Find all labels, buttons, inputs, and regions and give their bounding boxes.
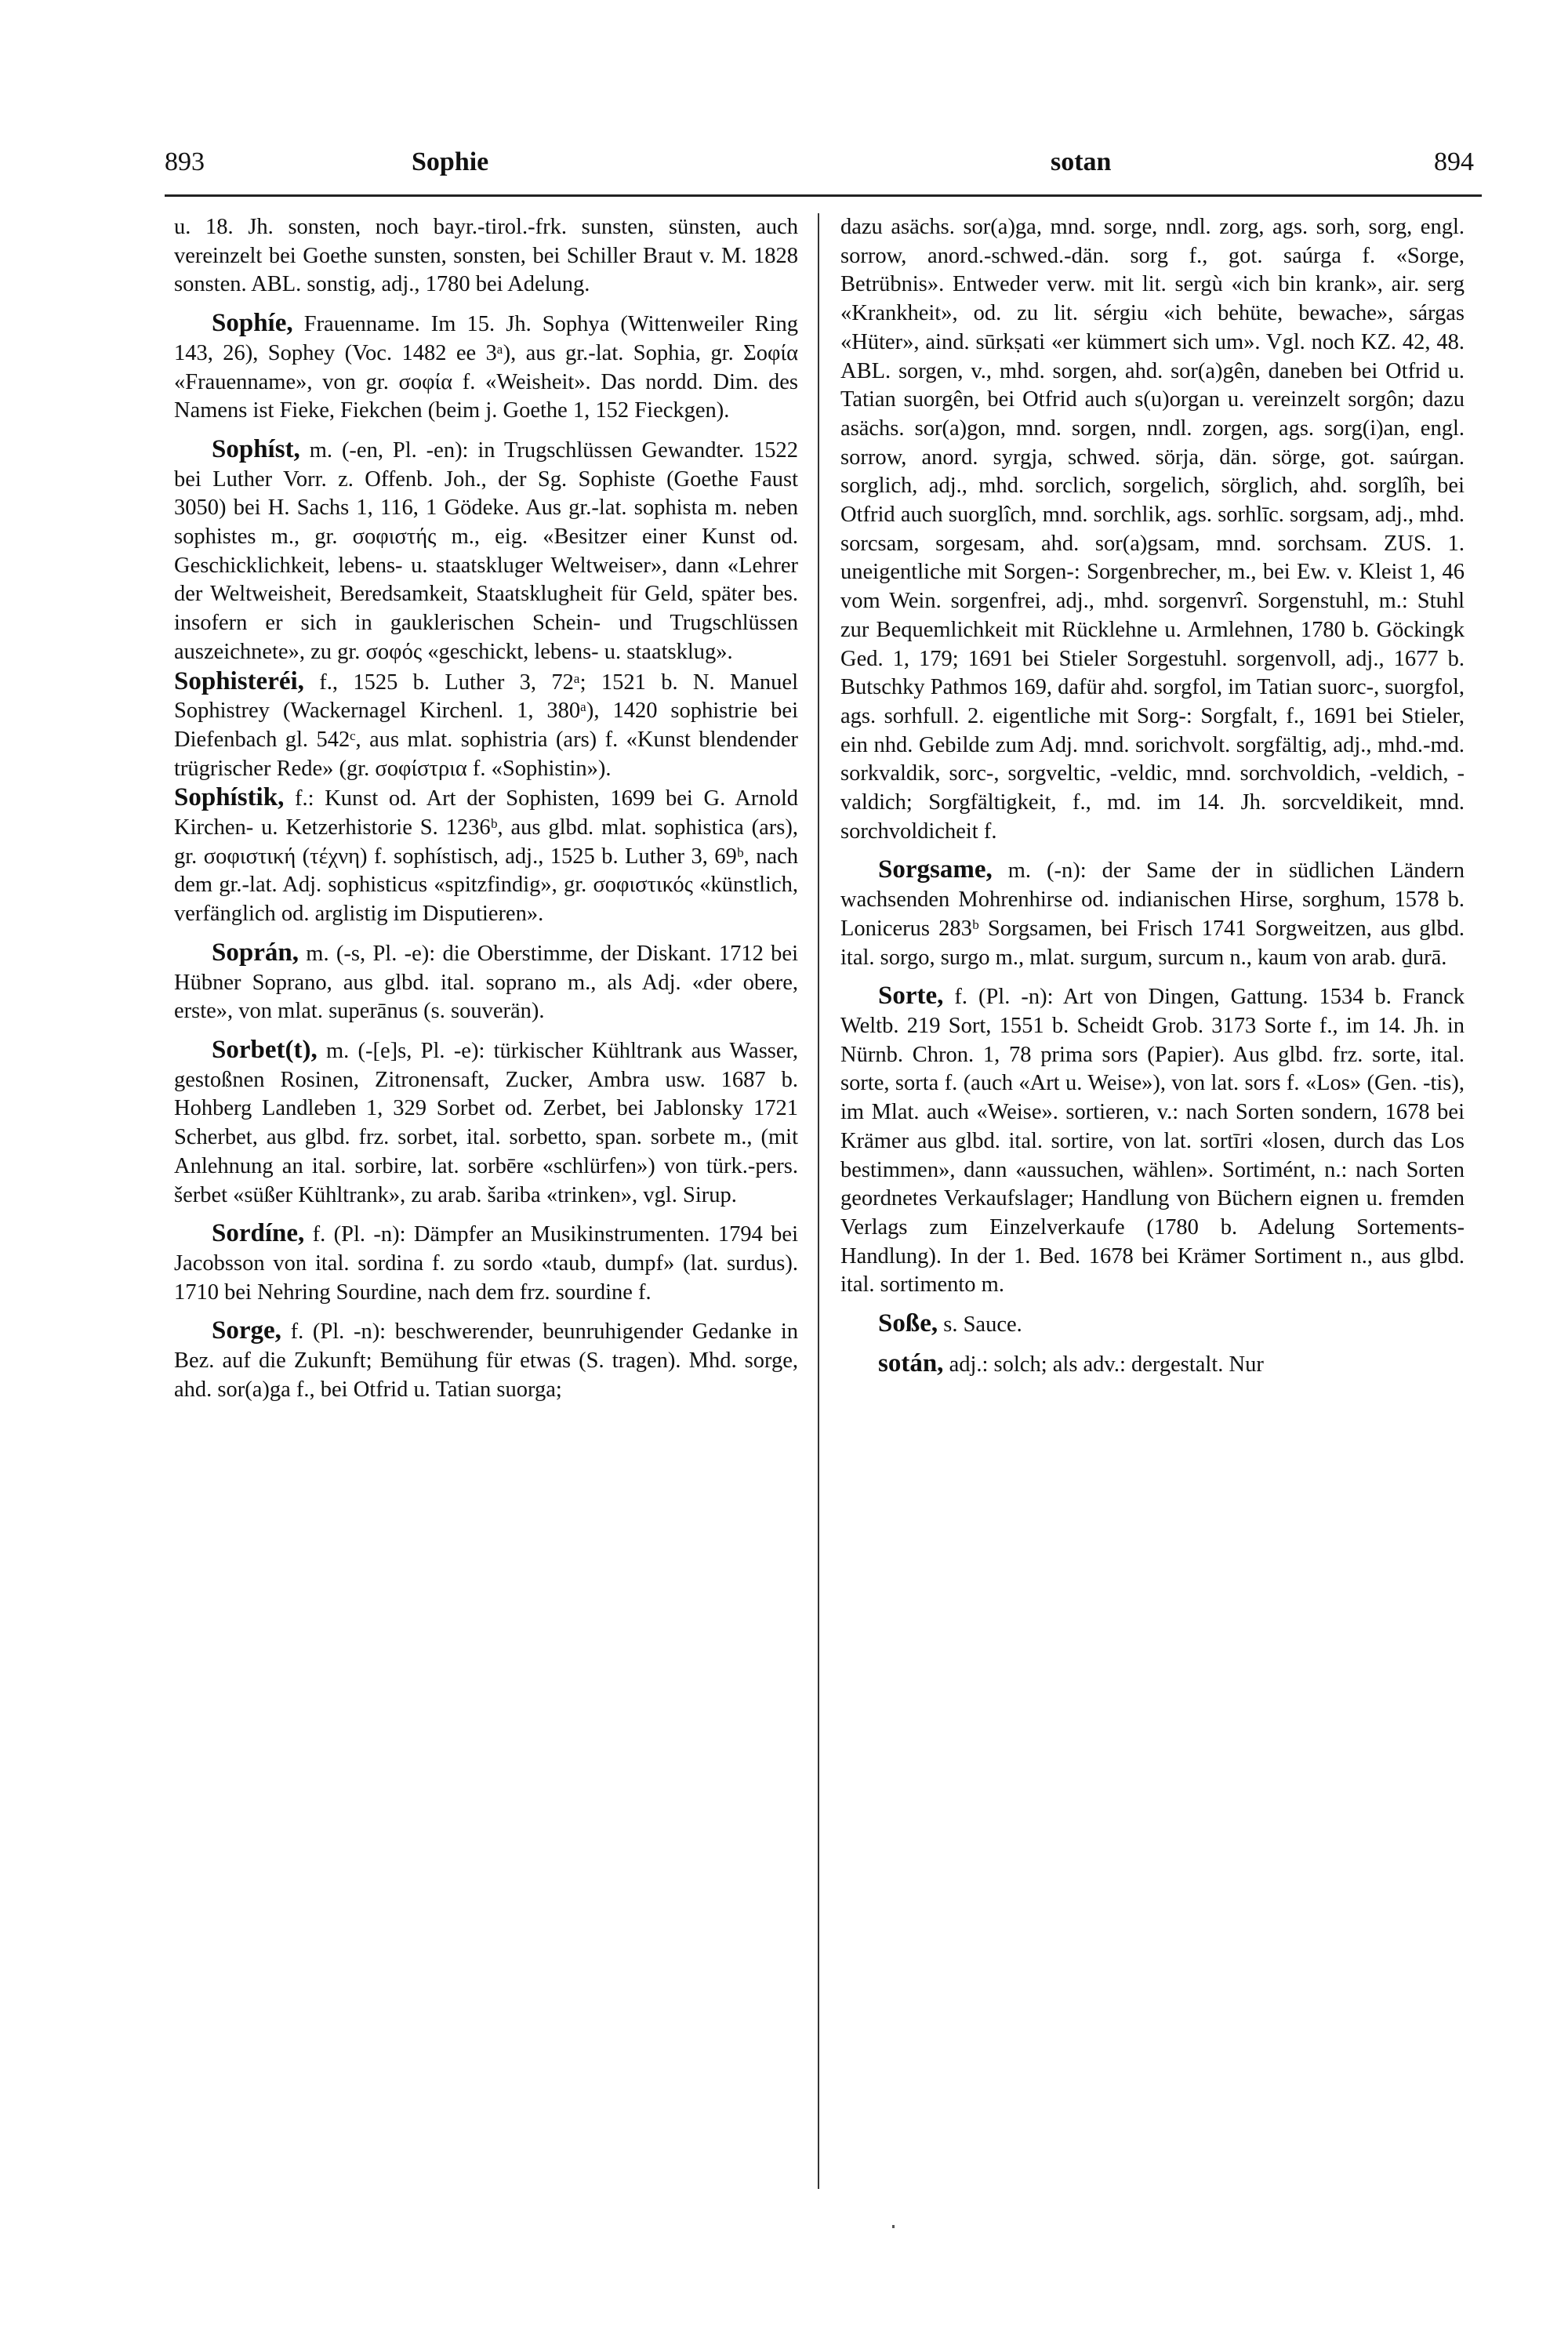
entry-headword: Sorge, (212, 1316, 281, 1345)
entry-text: s. Sauce. (943, 1312, 1022, 1338)
column-divider (818, 213, 819, 2189)
entry (174, 309, 798, 426)
entry (174, 1219, 798, 1307)
entry (840, 1349, 1465, 1380)
print-speck (892, 2225, 895, 2228)
header-keyword-right: sotan (1051, 147, 1112, 176)
entry-headword: Sophisteréi, (174, 666, 304, 695)
entry-text: f., 1525 b. Luther 3, 72ᵃ; 1521 b. N. Manuel Sophistrey (Wackernagel Kirchenl. 1, 380ᵃ), 1420 sophistrie bei Diefenbach gl. 542ᶜ, aus mlat. sophistria (ars) f. «Kunst blendender trügrischer Rede» (gr. σοφίστρια f. «Sophistin»). (174, 670, 798, 781)
entry-headword: Sorte, (878, 982, 944, 1011)
entry-text: f. (Pl. -n): beschwerender, beunruhigender Gedanke in Bez. auf die Zukunft; Bemühung für etwas (S. tragen). Mhd. sorge, ahd. sor(a)ga f., bei Otfrid u. Tatian suorga; (174, 1319, 798, 1402)
entry-text: m. (-s, Pl. -e): die Oberstimme, der Diskant. 1712 bei Hübner Soprano, aus glbd. ital. soprano m., als Adj. «der obere, erste», von mlat. superānus (s. souverän). (174, 941, 798, 1024)
entry-headword: Soße, (878, 1309, 938, 1338)
entry-headword: Sordíne, (212, 1219, 305, 1248)
entry-text: m. (-en, Pl. -en): in Trugschlüssen Gewandter. 1522 bei Luther Vorr. z. Offenb. Joh., der Sg. Sophiste (Goethe Faust 3050) bei H. Sachs 1, 116, 1 Gödeke. Aus gr.-lat. sophista m. neben sophistes m., gr. σοφιστής m., eig. «Besitzer einer Kunst od. Geschicklichkeit, lebens- u. staatskluger Weltweiser», dann «Lehrer der Weltweisheit, Beredsamkeit, Staatsklugheit für Geld, später bes. insofern er sich in gauklerischen Schein- und Trugschlüssen auszeichnete», zu gr. σοφός «geschickt, lebens- u. staatsklug». (174, 437, 799, 664)
right-column (840, 213, 1465, 1379)
page-number-left: 893 (165, 147, 205, 176)
entry (174, 213, 798, 299)
entry-headword: Sophístik, (174, 783, 285, 812)
entry-text: f.: Kunst od. Art der Sophisten, 1699 bei G. Arnold Kirchen- u. Ketzerhistorie S. 1236ᵇ, aus glbd. mlat. sophistica (ars), gr. σοφιστική (τέχνη) f. sophístisch, adj., 1525 b. Luther 3, 69ᵇ, nach dem gr.-lat. Adj. sophisticus «spitzfindig», gr. σοφιστικός «künstlich, verfänglich od. arglistig im Disputieren». (174, 786, 798, 927)
entry-text: f. (Pl. -n): Art von Dingen, Gattung. 1534 b. Franck Weltb. 219 Sort, 1551 b. Scheidt Grob. 3173 Sorte f., im 14. Jh. in Nürnb. Chron. 1, 78 prima sors (Papier). Aus glbd. frz. sorte, ital. sorte, sorta f. (auch «Art u. Weise»), von lat. sors f. «Los» (Gen. -tis), im Mlat. auch «Weise». sortieren, v.: nach Sorten sondern, 1678 bei Krämer aus glbd. ital. sortire, von lat. sortīri «losen, durch das Los bestimmen», dann «aussuchen, wählen». Sortimént, n.: nach Sorten geordnetes Verkaufslager; Handlung von Büchern eignen u. fremden Verlags zum Einzelverkaufe (1780 b. Adelung Sortements-Handlung). In der 1. Bed. 1678 bei Krämer Sortiment n., aus glbd. ital. sortimento m. (840, 985, 1465, 1298)
entry-text: adj.: solch; als adv.: dergestalt. Nur (949, 1352, 1264, 1377)
header-keyword-left: Sophie (412, 147, 489, 176)
left-column (174, 213, 798, 1404)
entry (840, 982, 1465, 1300)
page-number-right: 894 (1434, 147, 1474, 176)
entry (174, 667, 798, 784)
entry-text: dazu asächs. sor(a)ga, mnd. sorge, nndl. zorg, ags. sorh, sorg, engl. sorrow, anord.-schwed.-dän. sorg f., got. saúrga f. «Sorge, Betrübnis». Entweder verw. mit lit. sergù «ich bin krank», air. serg «Krankheit», od. zu lit. sérgiu «ich behüte, bewache», sárgas «Hüter», aind. sūrkṣati «er kümmert sich um». Vgl. noch KZ. 42, 48. ABL. sorgen, v., mhd. sorgen, ahd. sor(a)gên, daneben bei Otfrid u. Tatian suorgên, bei Otfrid auch s(u)organ u. vereinzelt sorgôn; dazu asächs. sor(a)gon, mnd. sorgen, nndl. zorgen, ags. sorg(i)an, engl. sorrow, anord. syrgja, schwed. sörja, dän. sörge, got. saúrgan. sorglich, adj., mhd. sorclich, sorgelich, sörglich, ahd. sorglîh, bei Otfrid auch suorglîch, mnd. sorchlik, ags. sorhlīc. sorgsam, adj., mhd. sorcsam, sorgesam, ahd. sor(a)gsam, mnd. sorchsam. ZUS. 1. uneigentliche mit Sorgen-: Sorgenbrecher, m., bei Ew. v. Kleist 1, 46 vom Wein. sorgenfrei, adj., mhd. sorgenvrî. Sorgenstuhl, m.: Stuhl zur Bequemlichkeit mit Rücklehne u. Armlehnen, 1780 b. Göckingk Ged. 1, 179; 1691 bei Stieler Sorgestuhl. sorgenvoll, adj., 1677 b. Butschky Pathmos 169, dafür ahd. sorgfol, im Tatian suorc-, suorgfol, ags. sorhfull. 2. eigentliche mit Sorg-: Sorgfalt, f., 1691 bei Stieler, ein nhd. Gebilde zum Adj. mnd. sorichvolt. sorgfältig, adj., mhd.-md. sorkvaldik, sorc-, sorgveltic, -veldic, mnd. sorchvoldich, -veldich, -valdich; Sorgfältigkeit, f., md. im 14. Jh. sorcveldikeit, mnd. sorchvoldicheit f. (840, 215, 1465, 844)
running-header (165, 147, 1474, 187)
entry-headword: Sophíe, (212, 309, 293, 338)
entry (840, 213, 1465, 846)
entry-headword: Sophíst, (212, 434, 300, 463)
entry (840, 855, 1465, 972)
entry (174, 938, 798, 1026)
entry (174, 1316, 798, 1404)
entry-headword: Sorgsame, (878, 855, 993, 884)
entry-headword: sotán, (878, 1348, 944, 1377)
entry (840, 1309, 1465, 1340)
header-rule (165, 194, 1482, 197)
entry (174, 783, 798, 929)
entry-headword: Soprán, (212, 938, 299, 967)
entry-headword: Sorbet(t), (212, 1035, 318, 1064)
entry (174, 435, 798, 667)
entry-text: u. 18. Jh. sonsten, noch bayr.-tirol.-frk. sunsten, sünsten, auch vereinzelt bei Goethe sunsten, sonsten, bei Schiller Braut v. M. 1828 sonsten. ABL. sonstig, adj., 1780 bei Adelung. (174, 215, 798, 297)
entry-text: f. (Pl. -n): Dämpfer an Musikinstrumenten. 1794 bei Jacobsson von ital. sordina f. zu sordo «taub, dumpf» (lat. surdus). 1710 bei Nehring Sourdine, nach dem frz. sourdine f. (174, 1222, 799, 1305)
entry-text: m. (-[e]s, Pl. -e): türkischer Kühltrank aus Wasser, gestoßnen Rosinen, Zitronensaft, Zucker, Ambra usw. 1687 b. Hohberg Landleben 1, 329 Sorbet od. Zerbet, bei Jablonsky 1721 Scherbet, aus glbd. frz. sorbet, ital. sorbetto, span. sorbete m., (mit Anlehnung an ital. sorbire, lat. sorbēre «schlürfen») von türk.-pers. šerbet «süßer Kühltrank», zu arab. šariba «trinken», vgl. Sirup. (174, 1038, 799, 1207)
entry (174, 1036, 798, 1210)
entry-text: Frauenname. Im 15. Jh. Sophya (Wittenweiler Ring 143, 26), Sophey (Voc. 1482 ee 3ᵃ), aus gr.-lat. Sophia, gr. Σοφία «Frauenname», von gr. σοφία f. «Weisheit». Das nordd. Dim. des Namens ist Fieke, Fiekchen (beim j. Goethe 1, 152 Fieckgen). (174, 312, 798, 423)
entry-text: m. (-n): der Same der in südlichen Ländern wachsenden Mohrenhirse od. indianischen Hirse, sorghum, 1578 b. Lonicerus 283ᵇ Sorgsamen, bei Frisch 1741 Sorgweitzen, aus glbd. ital. sorgo, surgo m., mlat. surgum, surcum n., kaum von arab. ḏurā. (840, 858, 1465, 970)
